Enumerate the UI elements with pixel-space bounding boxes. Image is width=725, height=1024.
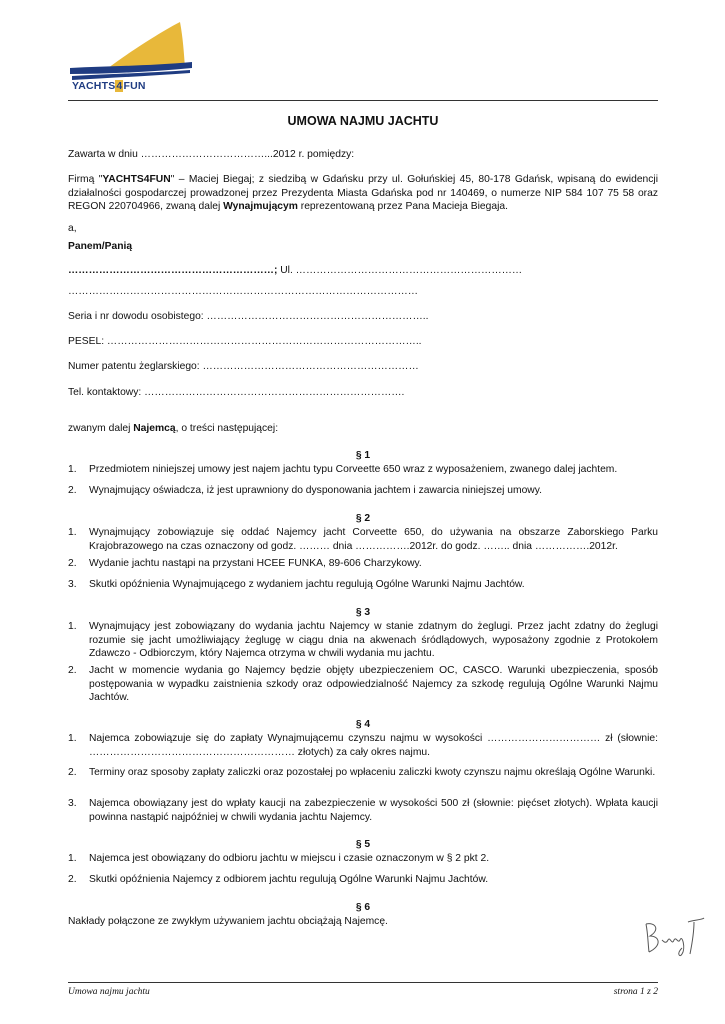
- logo-wordmark: YACHTS4FUN: [72, 80, 146, 92]
- list-item: 1. Wynajmujący zobowiązuje się oddać Najemcy jacht Corveette 650, do używania na obszarze Zaborskiego Parku Krajobrazowego na czas oznaczony od godz. ……… dnia …………….2012r. do godz. …….. dnia …………….2012r.: [68, 527, 658, 552]
- firm-paragraph: Firmą "YACHTS4FUN" – Maciej Biegaj; z siedzibą w Gdańsku przy ul. Gołuńskiej 45, 80-178 Gdańsk, wpisaną do ewidencji działalności gospodarczej prowadzonej przez Prezydenta Miasta Gdańska pod nr 140469, o numerze NIP 584 107 75 58 oraz REGON 220704966, zwaną dalej Wynajmującym reprezentowaną przez Pana Macieja Biegaja.: [68, 174, 658, 213]
- section-heading: § 3: [355, 607, 371, 618]
- id-line: Seria i nr dowodu osobistego: ………………………………………………………..: [68, 311, 429, 322]
- list-item: 1. Najemca jest obowiązany do odbioru jachtu w miejscu i czasie oznaczonym w § 2 pkt 2.: [68, 853, 490, 864]
- list-item: 2. Skutki opóźnienia Najemcy z odbiorem jachtu regulują Ogólne Warunki Najmu Jachtów.: [68, 874, 489, 885]
- header-divider: [68, 100, 658, 101]
- list-item: 1. Wynajmujący jest zobowiązany do wydania jachtu Najemcy w stanie zdatnym do żeglugi. Przez jacht zdatny do żeglugi rozumie się jacht umożliwiający żeglugę w ciągu dnia na akwenach śródlądowych, wyposażony zgodnie z Protokołem Zdawczo - Odbiorczym, który Najemca otrzyma w chwili wydania mu jachtu.: [68, 621, 658, 660]
- party-label: Panem/Panią: [68, 241, 133, 252]
- section-heading: § 6: [355, 902, 371, 913]
- list-item: 2. Jacht w momencie wydania go Najemcy będzie objęty ubezpieczeniem OC, CASCO. Warunki ubezpieczenia, sposób postępowania w wypadku zaistnienia szkody oraz odpowiedzialność Najemcy za szkodę regulują Ogólne Warunki Najmu Jachtów.: [68, 665, 658, 704]
- signature-scribble-icon: [636, 910, 706, 960]
- name-address-line: ……………………………………………………; Ul. …………………………………………………………: [68, 265, 523, 276]
- date-line: Zawarta w dniu ………………………………...2012 r. pomiędzy:: [68, 149, 355, 160]
- list-item: 2. Wydanie jachtu nastąpi na przystani HCEE FUNKA, 89-606 Charzykowy.: [68, 558, 422, 569]
- footer-divider: [68, 982, 658, 983]
- sail-logo-icon: [68, 18, 193, 82]
- section-6-text: Nakłady połączone ze zwykłym używaniem jachtu obciążają Najemcę.: [68, 916, 388, 927]
- list-item: 1. Najemca zobowiązuje się do zapłaty Wynajmującemu czynszu najmu w wysokości …………………………… zł (słownie: …………………………………………………… złotych) za cały okres najmu.: [68, 733, 658, 758]
- list-item: 3. Najemca obowiązany jest do wpłaty kaucji na zabezpieczenie w wysokości 500 zł (słownie: pięćset złotych). Wpłata kaucji powinna nastąpić najpóźniej w chwili wydania jachtu Najemcy.: [68, 798, 658, 823]
- called-line: zwanym dalej Najemcą, o treści następującej:: [68, 423, 279, 434]
- section-heading: § 2: [355, 513, 371, 524]
- section-heading: § 1: [355, 450, 371, 461]
- footer-title: Umowa najmu jachtu: [68, 987, 150, 997]
- patent-line: Numer patentu żeglarskiego: ………………………………………………………: [68, 361, 419, 372]
- document-title: UMOWA NAJMU JACHTU: [287, 114, 439, 128]
- address-line: …………………………………………………………………………………………: [68, 286, 419, 297]
- list-item: 2. Wynajmujący oświadcza, iż jest uprawniony do dysponowania jachtem i zawarcia niniejszej umowy.: [68, 485, 542, 496]
- and-line: a,: [68, 223, 77, 234]
- list-item: 3. Skutki opóźnienia Wynajmującego z wydaniem jachtu regulują Ogólne Warunki Najmu Jachtów.: [68, 579, 525, 590]
- pesel-line: PESEL: ………………………………………………………………………………..: [68, 336, 422, 347]
- signature: [636, 910, 706, 960]
- tel-line: Tel. kontaktowy: ………………………………………………………………….: [68, 387, 405, 398]
- list-item: 1. Przedmiotem niniejszej umowy jest najem jachtu typu Corveette 650 wraz z wyposażeniem, zwanego dalej jachtem.: [68, 464, 618, 475]
- section-heading: § 4: [355, 719, 371, 730]
- page-number: strona 1 z 2: [613, 987, 658, 997]
- list-item: 2. Terminy oraz sposoby zapłaty zaliczki oraz pozostałej po wpłaceniu zaliczki kwoty czynszu najmu określają Ogólne Warunki.: [68, 767, 656, 778]
- company-logo: [68, 18, 193, 98]
- section-heading: § 5: [355, 839, 371, 850]
- page-footer: [68, 987, 658, 997]
